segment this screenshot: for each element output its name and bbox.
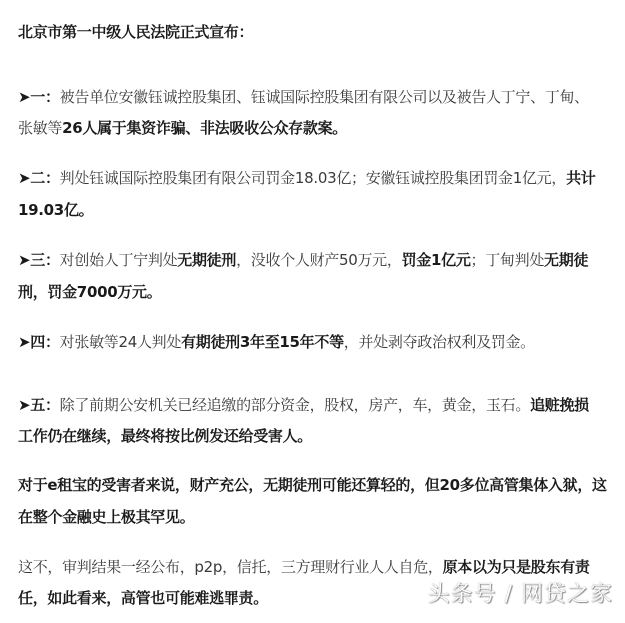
verdict-item-3-line bbox=[18, 282, 161, 302]
arrow-marker: ➤一： bbox=[18, 88, 60, 106]
verdict-item-5-line bbox=[18, 426, 312, 446]
bold-text: 19.03亿。 bbox=[18, 201, 94, 219]
arrow-marker: ➤二： bbox=[18, 169, 60, 187]
bold-text: 对于e租宝的受害者来说，财产充公，无期徒刑可能还算轻的，但20多位高管集体入狱，这 bbox=[18, 476, 607, 494]
commentary-paragraph-1-line bbox=[18, 507, 194, 527]
text: ；丁甸判处 bbox=[470, 251, 545, 269]
commentary-paragraph-2-line bbox=[18, 557, 590, 577]
text: 对创始人丁宁判处 bbox=[59, 251, 178, 269]
arrow-marker: ➤三： bbox=[18, 251, 60, 269]
bold-text: 任，如此看来，高管也可能难逃罪责。 bbox=[18, 589, 268, 607]
bold-text: 26人属于集资诈骗、非法吸收公众存款案。 bbox=[62, 119, 347, 137]
text: 对张敏等24人判处 bbox=[59, 333, 182, 351]
watermark: 头条号 / 网贷之家 bbox=[427, 582, 613, 607]
bold-text: 追赃挽损 bbox=[530, 396, 589, 414]
bold-text: 刑，罚金7000万元。 bbox=[18, 283, 162, 301]
verdict-item-1-line bbox=[18, 118, 347, 138]
text: 除了前期公安机关已经追缴的部分资金，股权，房产，车，黄金，玉石。 bbox=[59, 396, 531, 414]
text: 被告单位安徽钰诚控股集团、钰诚国际控股集团有限公司以及被告人丁宁、丁甸、 bbox=[59, 88, 589, 106]
text: ，没收个人财产50万元， bbox=[236, 251, 402, 269]
page-title: 北京市第一中级人民法院正式宣布： bbox=[18, 23, 254, 41]
verdict-item-2-line bbox=[18, 200, 93, 220]
verdict-item-4-line bbox=[18, 332, 535, 352]
verdict-item-2-line bbox=[18, 168, 595, 188]
bold-text: 共计 bbox=[566, 169, 596, 187]
commentary-paragraph-1-line bbox=[18, 475, 607, 495]
bold-text: 原本以为只是股东有责 bbox=[442, 558, 590, 576]
commentary-paragraph-2-line bbox=[18, 588, 268, 608]
bold-text: 无期徒 bbox=[544, 251, 589, 269]
bold-text: 无期徒刑 bbox=[177, 251, 237, 269]
text: 这不，审判结果一经公布，p2p，信托，三方理财行业人人自危， bbox=[18, 558, 443, 576]
text: ，并处剥夺政治权利及罚金。 bbox=[343, 333, 535, 351]
verdict-item-3-line bbox=[18, 250, 588, 270]
bold-text: 罚金1亿元 bbox=[401, 251, 471, 269]
arrow-marker: ➤四： bbox=[18, 333, 60, 351]
text: 张敏等 bbox=[18, 119, 63, 137]
bold-text: 在整个金融史上极其罕见。 bbox=[18, 508, 195, 526]
bold-text: 工作仍在继续，最终将按比例发还给受害人。 bbox=[18, 427, 313, 445]
arrow-marker: ➤五： bbox=[18, 396, 60, 414]
bold-text: 有期徒刑3年至15年不等 bbox=[181, 333, 344, 351]
verdict-item-5-line bbox=[18, 395, 589, 415]
text: 判处钰诚国际控股集团有限公司罚金18.03亿；安徽钰诚控股集团罚金1亿元， bbox=[59, 169, 567, 187]
verdict-item-1-line bbox=[18, 87, 589, 107]
